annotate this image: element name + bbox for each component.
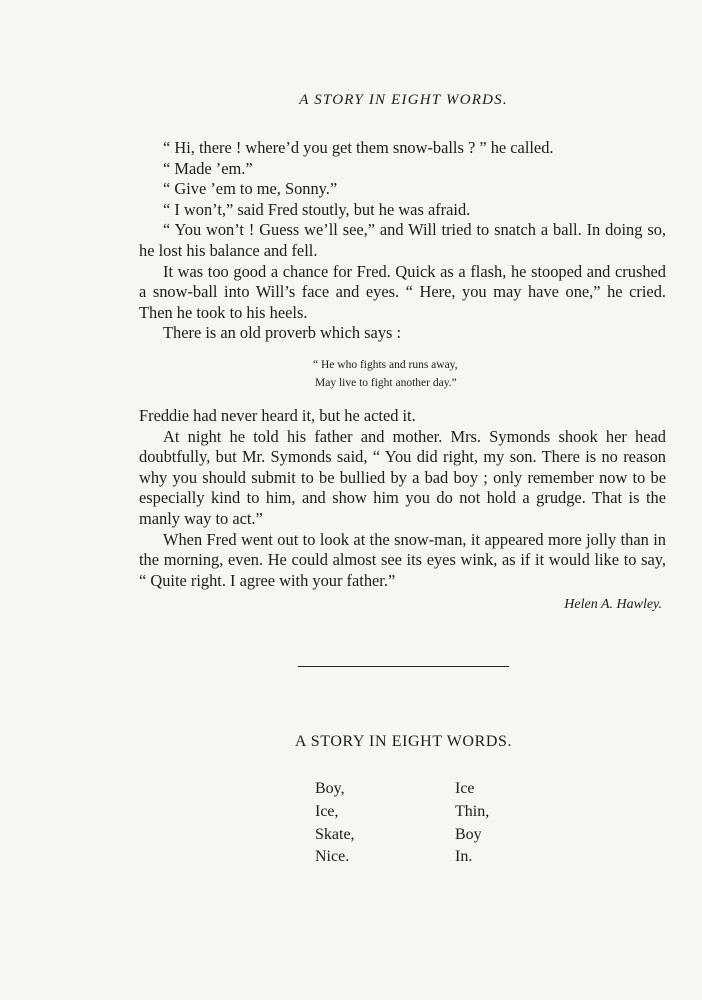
word: Ice: [455, 780, 475, 797]
paragraph: “ Give ’em to me, Sonny.”: [163, 179, 338, 199]
words-right-column: [455, 778, 489, 869]
verse-line: May live to fight another day.”: [315, 376, 457, 389]
section-divider: [298, 666, 509, 667]
verse-line: “ He who fights and runs away,: [313, 358, 458, 371]
word: In.: [455, 848, 473, 866]
author-signature: Helen A. Hawley.: [564, 597, 662, 613]
paragraph: At night he told his father and mother. Mrs. Symonds shook her head doubtfully, but Mr. Symonds said, “ You did right, my son. There is no reason why you should submit to be bullied by a bad boy ; only remember now to be especially kind to him, and show him you do not hold a grudge. That is the manly way to act.”: [139, 426, 666, 528]
running-head: A STORY IN EIGHT WORDS.: [299, 92, 508, 108]
word: Thin,: [455, 802, 490, 820]
words-left-column: [315, 778, 355, 869]
paragraph: “ Hi, there ! where’d you get them snow-balls ? ” he called.: [163, 138, 554, 157]
paragraph: It was too good a chance for Fred. Quick as a flash, he stooped and crushed a snow-ball into Will’s face and eyes. “ Here, you may have one,” he cried. Then he took to his heels.: [139, 261, 666, 322]
paragraph: “ Made ’em.”: [163, 158, 253, 178]
paragraph: “ I won’t,” said Fred stoutly, but he was afraid.: [163, 199, 471, 219]
word: Ice,: [315, 802, 339, 820]
proverb-verse: [139, 356, 666, 392]
paragraph: When Fred went out to look at the snow-man, it appeared more jolly than in the morning, even. He could almost see its eyes wink, as if it would like to say, “ Quite right. I agree with your father.”: [139, 529, 666, 590]
word: Skate,: [315, 825, 355, 843]
paragraph: There is an old proverb which says :: [163, 323, 402, 343]
paragraph-continuation: Freddie had never heard it, but he acted it.: [139, 405, 416, 425]
paragraph: “ You won’t ! Guess we’ll see,” and Will tried to snatch a ball. In doing so, he lost his balance and fell.: [139, 220, 666, 260]
section-title: A STORY IN EIGHT WORDS.: [294, 733, 513, 750]
story-body: [139, 138, 666, 616]
word: Boy,: [315, 780, 345, 797]
word: Boy: [455, 825, 482, 843]
word: Nice.: [315, 848, 350, 866]
